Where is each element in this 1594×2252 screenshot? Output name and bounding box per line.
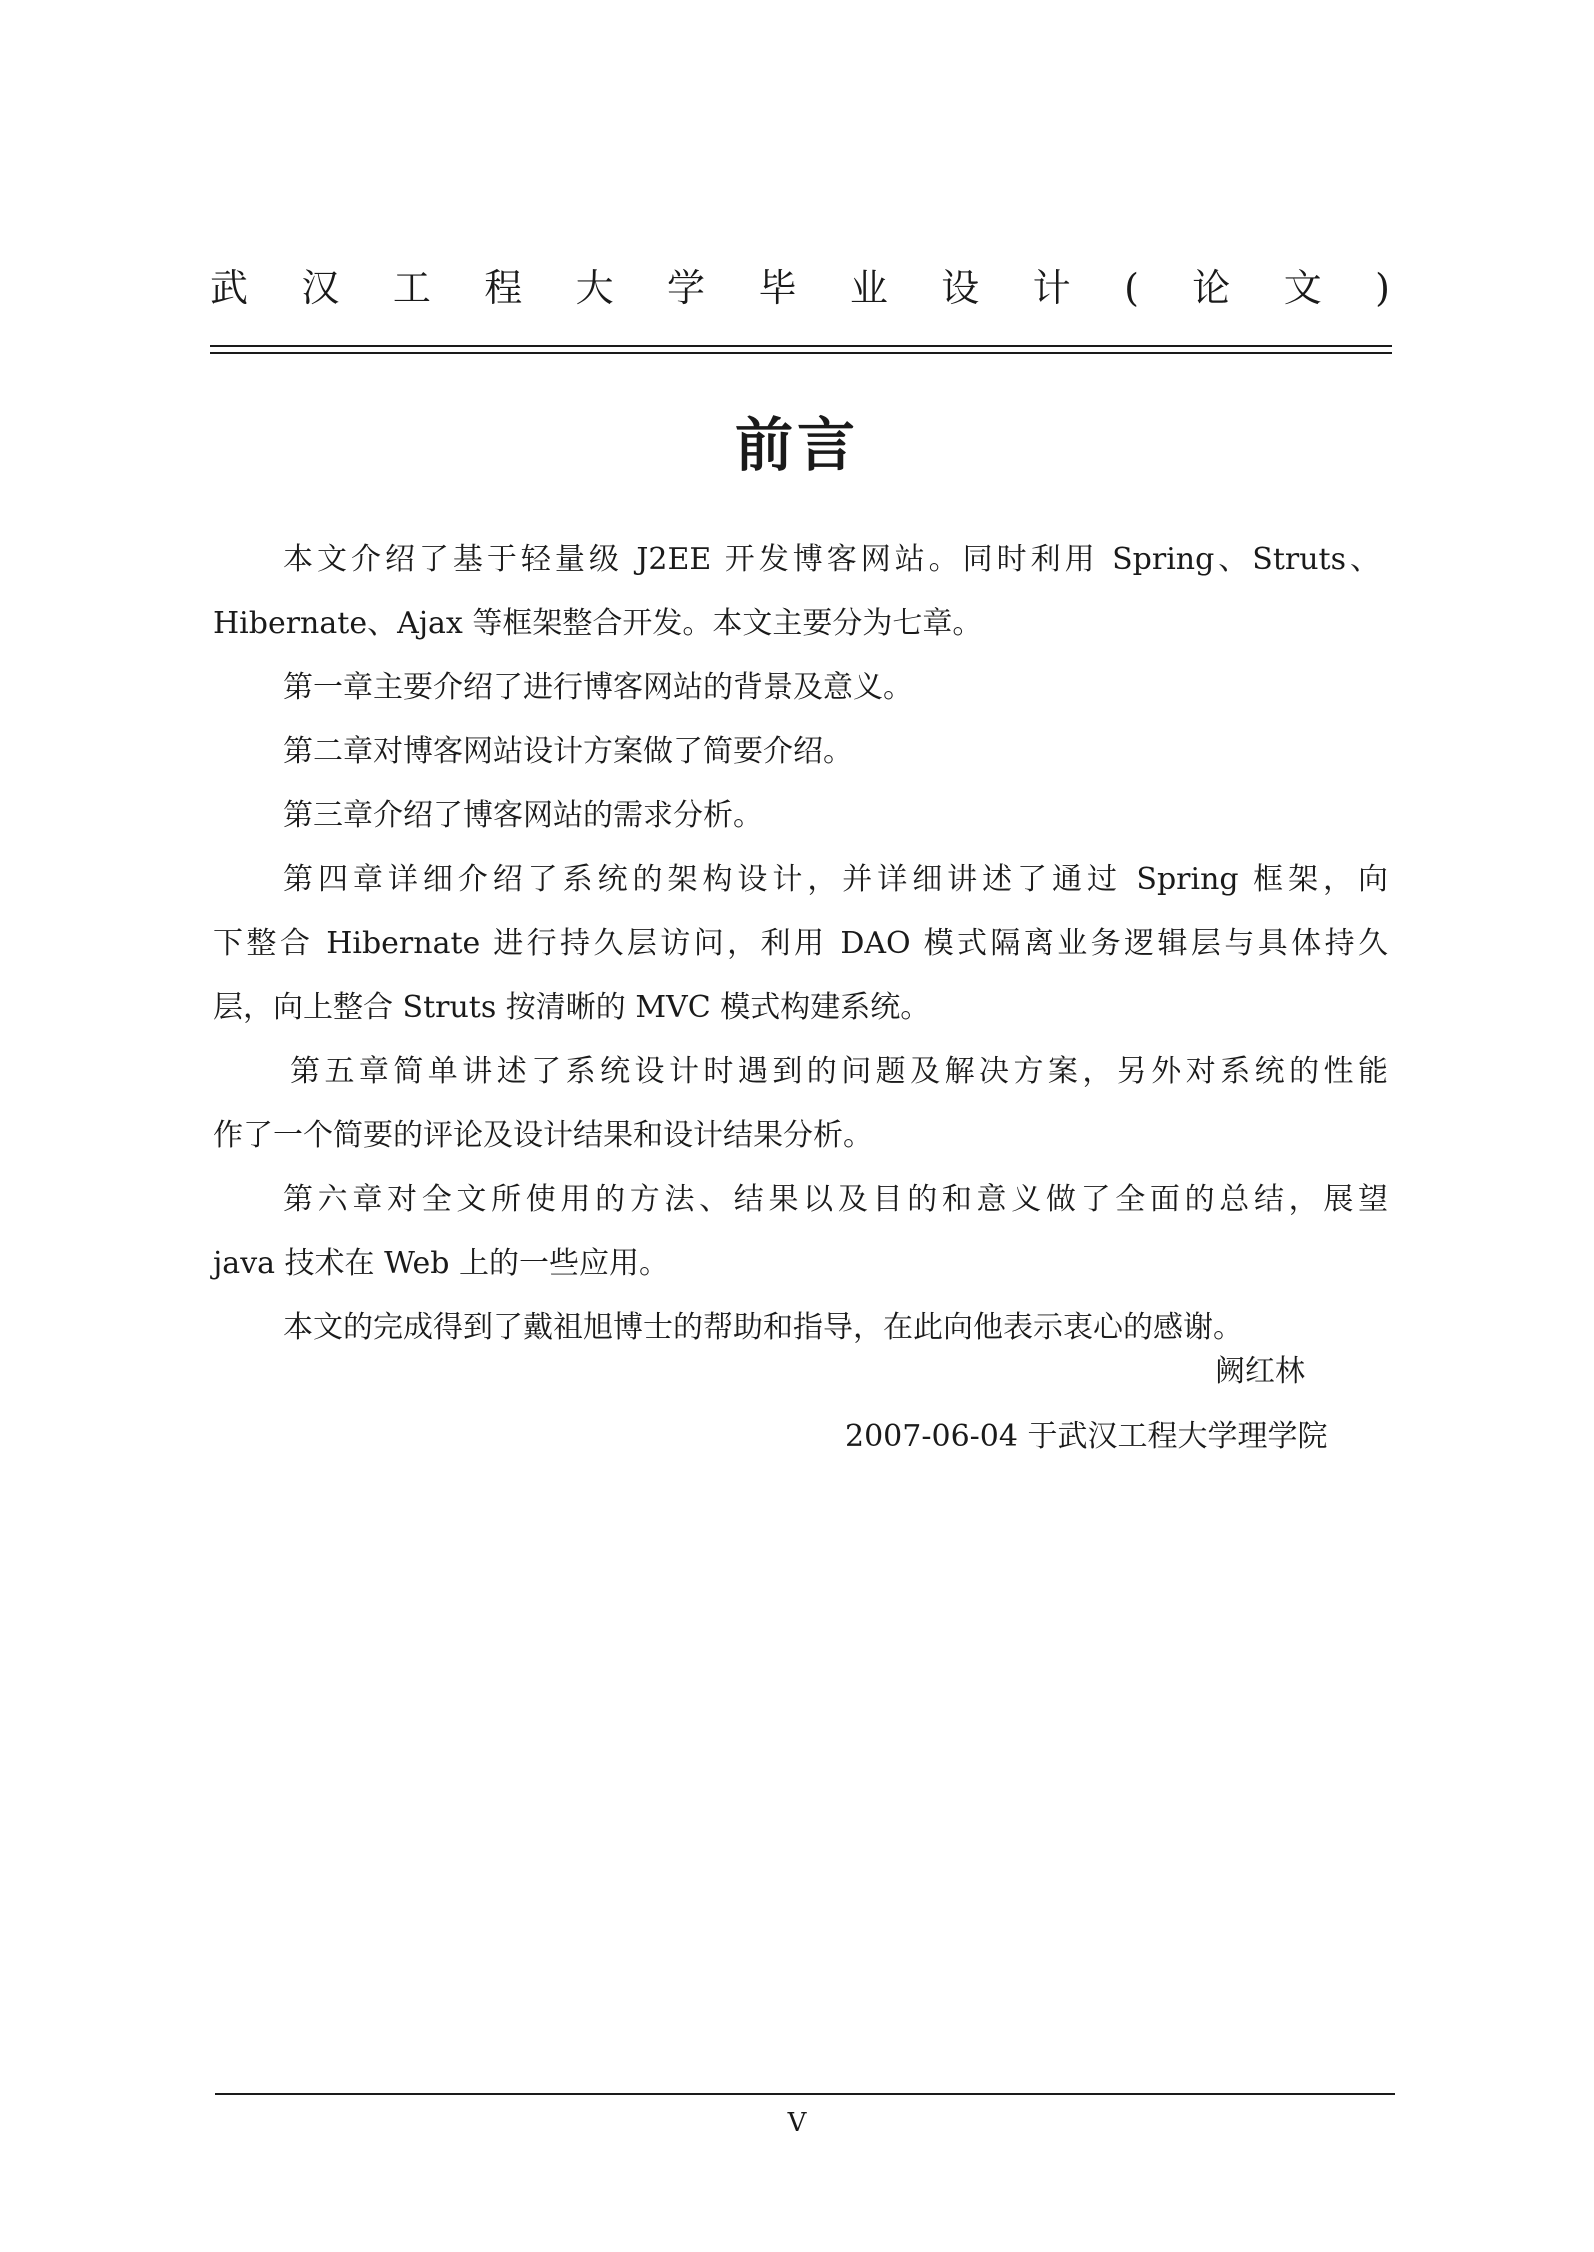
paragraph-intro-line2: Hibernate、Ajax 等框架整合开发。本文主要分为七章。 [213, 606, 983, 641]
header-char: 文 [1283, 266, 1322, 310]
footer-rule [215, 2093, 1395, 2095]
author-signature: 阙红林 [1215, 1354, 1305, 1389]
header-char: 程 [484, 266, 523, 310]
paragraph-chapter4-line3: 层，向上整合 Struts 按清晰的 MVC 模式构建系统。 [213, 990, 931, 1025]
header-char: 论 [1192, 266, 1231, 310]
paragraph-chapter5-line1: 第五章简单讲述了系统设计时遇到的问题及解决方案，另外对系统的性能 [290, 1054, 1388, 1089]
header-char: 计 [1032, 266, 1071, 310]
header-char: 设 [941, 266, 980, 310]
paragraph-chapter5-line2: 作了一个简要的评论及设计结果和设计结果分析。 [213, 1118, 873, 1153]
header-char: 毕 [758, 266, 797, 310]
header-char: 汉 [301, 266, 340, 310]
paragraph-chapter4-line2: 下整合 Hibernate 进行持久层访问，利用 DAO 模式隔离业务逻辑层与具体持久 [213, 926, 1388, 961]
header-char: 学 [667, 266, 706, 310]
header-char: ) [1375, 266, 1390, 310]
signature-date-place: 2007-06-04 于武汉工程大学理学院 [845, 1419, 1328, 1454]
paragraph-chapter1: 第一章主要介绍了进行博客网站的背景及意义。 [283, 670, 913, 705]
running-header [210, 258, 1390, 318]
page-number: V [787, 2108, 807, 2138]
header-char: 武 [210, 266, 249, 310]
paragraph-chapter6-line1: 第六章对全文所使用的方法、结果以及目的和意义做了全面的总结，展望 [283, 1182, 1388, 1217]
paragraph-chapter3: 第三章介绍了博客网站的需求分析。 [283, 798, 763, 833]
header-char: 业 [849, 266, 888, 310]
paragraph-intro-line1: 本文介绍了基于轻量级 J2EE 开发博客网站。同时利用 Spring、Struts、 [283, 542, 1380, 577]
header-char: ( [1124, 266, 1139, 310]
paragraph-acknowledgement: 本文的完成得到了戴祖旭博士的帮助和指导，在此向他表示衷心的感谢。 [283, 1310, 1243, 1345]
paragraph-chapter4-line1: 第四章详细介绍了系统的架构设计，并详细讲述了通过 Spring 框架，向 [283, 862, 1388, 897]
paragraph-chapter2: 第二章对博客网站设计方案做了简要介绍。 [283, 734, 853, 769]
page-title: 前言 [734, 411, 859, 479]
header-char: 大 [575, 266, 614, 310]
header-char: 工 [392, 266, 431, 310]
paragraph-chapter6-line2: java 技术在 Web 上的一些应用。 [213, 1246, 669, 1281]
header-rule-bottom [210, 352, 1392, 354]
header-rule-top [210, 345, 1392, 347]
